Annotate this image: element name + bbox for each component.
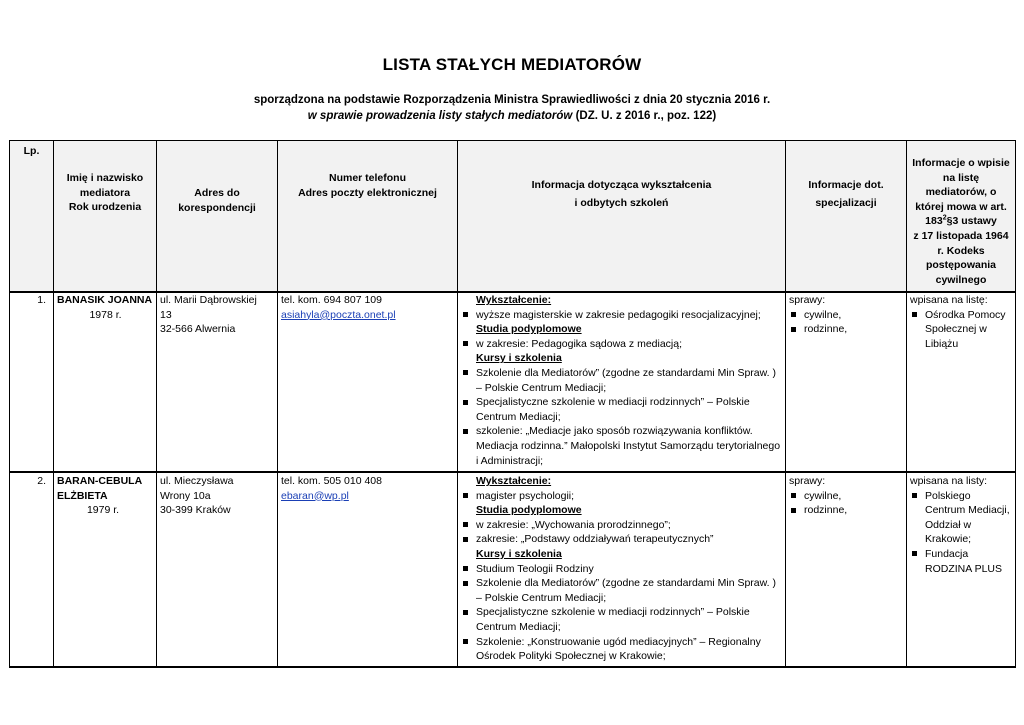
header-education	[458, 176, 785, 212]
row-number: 2.	[37, 475, 46, 487]
header-specialization-line: specjalizacji	[815, 197, 877, 209]
article-paragraph: §3 ustawy	[946, 215, 997, 228]
address-line: ul. Mieczysława	[160, 475, 234, 487]
mediator-name: BARAN-CEBULA ELŻBIETA	[57, 475, 142, 502]
education-list	[461, 489, 784, 504]
list-item: wyższe magisterskie w zakresie pedagogiki resocjalizacyjnej;	[461, 308, 784, 323]
email-link[interactable]: asiahyla@poczta.onet.pl	[281, 308, 396, 321]
education-cell	[461, 293, 784, 468]
list-entries	[910, 308, 1014, 352]
document-subtitle-2	[0, 110, 1024, 122]
header-list-line: mediatorów, o	[925, 186, 997, 199]
courses-list	[461, 562, 784, 664]
subtitle-italic: w sprawie prowadzenia listy stałych mediatorów	[307, 110, 573, 122]
header-education-line: Informacja dotycząca wykształcenia	[531, 179, 712, 191]
header-name-line: Imię i nazwisko	[66, 172, 144, 184]
header-list-line: z 17 listopada 1964	[913, 229, 1009, 242]
list-label: wpisana na listę:	[910, 294, 988, 306]
list-item: zakresie: „Podstawy oddziaływań terapeutycznych”	[461, 532, 784, 547]
address-cell	[160, 474, 276, 518]
postgraduate-heading: Studia podyplomowe	[476, 323, 582, 336]
document-title: LISTA STAŁYCH MEDIATORÓW	[382, 55, 642, 74]
address-cell	[160, 293, 276, 337]
list-item: rodzinne,	[789, 322, 905, 337]
list-label: wpisana na listy:	[910, 475, 988, 487]
contact-cell	[281, 474, 456, 503]
address-line: 30-399 Kraków	[160, 504, 231, 517]
address-line: 32-566 Alwernia	[160, 323, 236, 336]
phone-number: tel. kom. 505 010 408	[281, 475, 382, 487]
column-divider	[785, 140, 786, 668]
table-header-background	[10, 141, 1015, 291]
courses-list	[461, 366, 784, 468]
header-list-line: postępowania	[925, 259, 996, 272]
specialization-cell	[789, 293, 905, 337]
subtitle-rest: (DZ. U. z 2016 r., poz. 122)	[572, 110, 717, 122]
birth-year: 1978 r.	[89, 308, 122, 321]
header-lp: Lp.	[23, 145, 40, 157]
header-address-line: Adres do	[194, 187, 240, 199]
column-divider	[53, 140, 54, 668]
header-list-line: cywilnego	[935, 273, 987, 286]
list-item: Szkolenie: „Konstruowanie ugód mediacyjnych” – Regionalny Ośrodek Polityki Społecznej w Krakowie;	[461, 635, 784, 664]
specialization-list	[789, 308, 905, 337]
education-cell	[461, 474, 784, 664]
list-item: Szkolenie dla Mediatorów” (zgodne ze standardami Min Spraw. ) – Polskie Centrum Mediacji;	[461, 576, 784, 605]
header-list-line: na listę	[942, 171, 980, 184]
address-line: ul. Marii Dąbrowskiej	[160, 294, 257, 306]
document-subtitle: sporządzona na podstawie Rozporządzenia Ministra Sprawiedliwości z dnia 20 stycznia 2016 r.	[253, 94, 771, 106]
list-item: Specjalistyczne szkolenie w mediacji rodzinnych” – Polskie Centrum Mediacji;	[461, 395, 784, 424]
list-item: Ośrodka Pomocy Społecznej w Libiążu	[910, 308, 1014, 352]
specialization-label: sprawy:	[789, 475, 826, 487]
birth-year: 1979 r.	[86, 504, 120, 517]
header-list-line: której mowa w art.	[915, 200, 1007, 213]
list-info-cell	[910, 293, 1014, 351]
courses-heading: Kursy i szkolenia	[476, 352, 562, 365]
address-line: 13	[160, 308, 172, 321]
mediator-name: BANASIK JOANNA	[57, 294, 153, 306]
header-phone-line: Adres poczty elektronicznej	[298, 186, 437, 199]
header-list-info	[907, 156, 1015, 287]
header-education-line: i odbytych szkoleń	[574, 197, 669, 209]
list-entries	[910, 489, 1010, 577]
address-line: Wrony 10a	[160, 489, 211, 502]
header-list-line: r. Kodeks	[937, 244, 985, 257]
list-item: szkolenie: „Mediacje jako sposób rozwiązywania konfliktów. Mediacja rodzinna.” Małopolski Instytut Samorządu terytorialnego i Administracji;	[461, 424, 784, 468]
header-address-line: korespondencji	[178, 201, 256, 214]
superscript: 2	[942, 214, 947, 222]
courses-heading: Kursy i szkolenia	[476, 547, 562, 560]
education-heading: Wykształcenie:	[476, 294, 552, 306]
list-item: Specjalistyczne szkolenie w mediacji rodzinnych” – Polskie Centrum Mediacji;	[461, 605, 784, 634]
list-item: cywilne,	[789, 489, 905, 504]
row-separator	[10, 471, 1015, 473]
mediators-table	[9, 140, 1016, 668]
education-list	[461, 308, 784, 323]
header-name-line: Rok urodzenia	[68, 201, 142, 214]
list-item: rodzinne,	[789, 503, 905, 518]
contact-cell	[281, 293, 456, 322]
header-specialization-line: Informacje dot.	[808, 179, 884, 191]
list-item: w zakresie: Pedagogika sądowa z mediacją;	[461, 337, 784, 352]
postgraduate-list	[461, 337, 784, 352]
list-item: Studium Teologii Rodziny	[461, 562, 784, 577]
education-heading: Wykształcenie:	[476, 475, 552, 487]
specialization-label: sprawy:	[789, 294, 826, 306]
phone-number: tel. kom. 694 807 109	[281, 294, 382, 306]
article-number: 183	[925, 215, 943, 228]
header-name-line: mediatora	[79, 186, 131, 199]
list-item: Polskiego Centrum Mediacji, Oddział w Krakowie;	[910, 489, 1010, 547]
specialization-cell	[789, 474, 905, 518]
table-bottom-border	[10, 666, 1015, 668]
header-address	[157, 186, 277, 215]
header-phone	[278, 171, 457, 200]
column-divider	[277, 140, 278, 668]
list-item: Szkolenie dla Mediatorów” (zgodne ze standardami Min Spraw. ) – Polskie Centrum Mediacji;	[461, 366, 784, 395]
header-phone-line: Numer telefonu	[328, 172, 406, 184]
mediator-cell	[57, 474, 149, 518]
list-item: magister psychologii;	[461, 489, 784, 504]
list-item: cywilne,	[789, 308, 905, 323]
column-divider	[156, 140, 157, 668]
header-name	[54, 171, 156, 215]
header-specialization	[786, 176, 906, 212]
postgraduate-heading: Studia podyplomowe	[476, 504, 582, 517]
column-divider	[457, 140, 458, 668]
list-item: w zakresie: „Wychowania prorodzinnego”;	[461, 518, 784, 533]
header-list-line	[907, 214, 1015, 229]
list-item: Fundacja RODZINA PLUS	[910, 547, 1010, 576]
email-link[interactable]: ebaran@wp.pl	[281, 489, 349, 502]
list-info-cell	[910, 474, 1010, 576]
row-number: 1.	[37, 294, 46, 306]
header-list-line: Informacje o wpisie	[912, 157, 1010, 169]
specialization-list	[789, 489, 905, 518]
mediator-cell	[57, 293, 154, 322]
table-top-border	[10, 140, 1015, 141]
postgraduate-list	[461, 518, 784, 547]
